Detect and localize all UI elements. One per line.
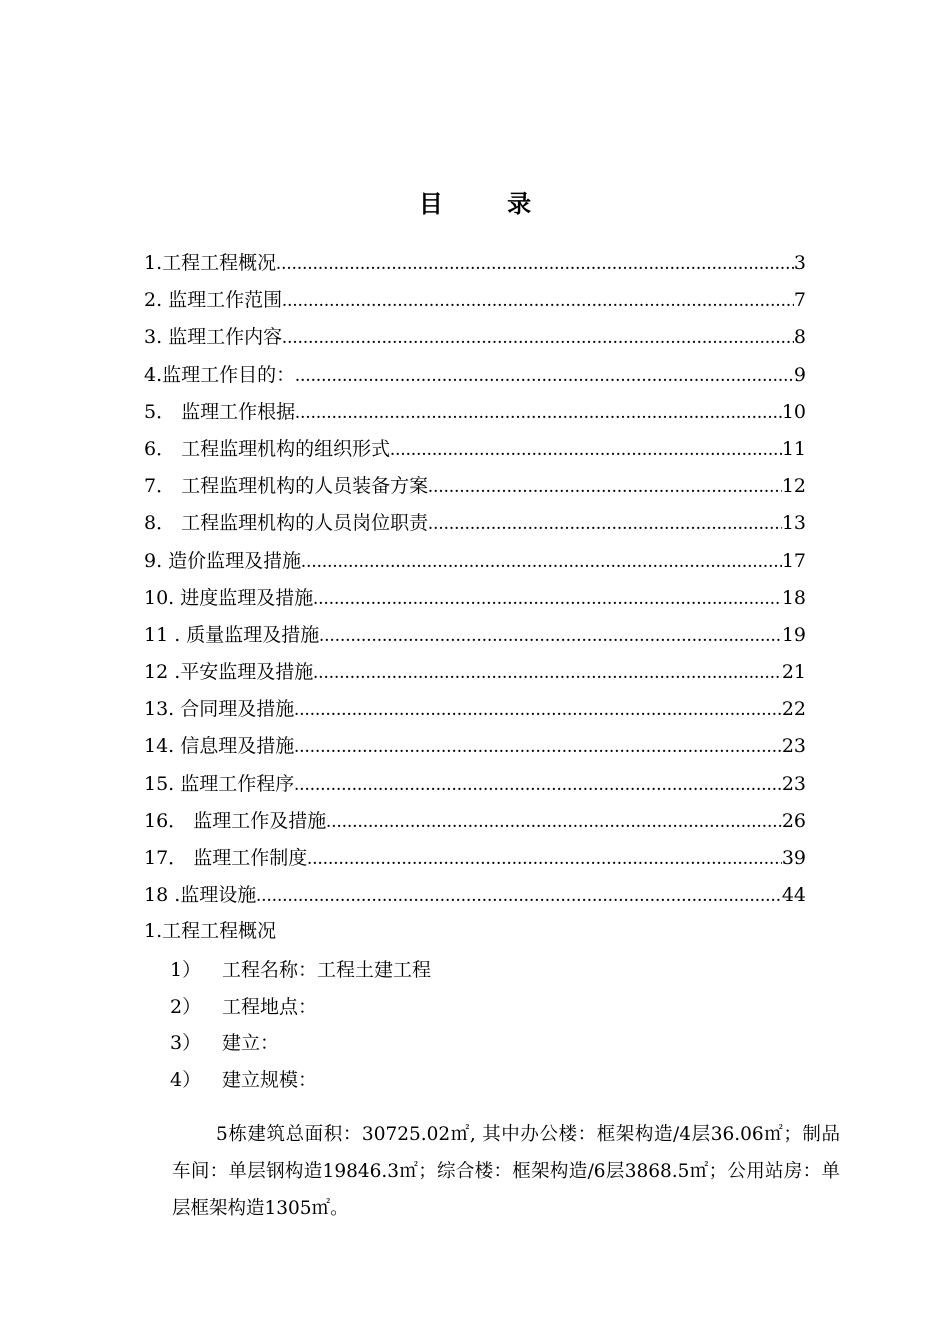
toc-entry[interactable]: [144, 843, 806, 880]
toc-leader-dots: [428, 472, 782, 502]
toc-entry-label: 17． 监理工作制度: [144, 847, 308, 869]
list-item: [170, 1028, 810, 1065]
toc-entry-label: 11 . 质量监理及措施: [144, 623, 320, 646]
toc-leader-dots: [295, 398, 782, 428]
toc-entry[interactable]: [144, 248, 806, 285]
toc-entry-page: 17: [781, 549, 806, 572]
toc-entry-label: 2. 监理工作范围: [144, 289, 283, 312]
toc-entry-page: 11: [781, 437, 806, 460]
list-item-text: 建立：: [222, 1032, 280, 1054]
toc-entry-page: 8: [793, 326, 806, 349]
toc-leader-dots: [294, 770, 782, 800]
toc-leader-dots: [295, 361, 794, 391]
toc-entry[interactable]: [144, 806, 806, 843]
toc-entry-label: 3. 监理工作内容: [144, 326, 283, 349]
toc-entry[interactable]: [144, 657, 806, 694]
toc-entry-label: 7． 工程监理机构的人员装备方案: [144, 475, 429, 498]
toc-leader-dots: [326, 807, 782, 837]
building-scale-paragraph: 5栋建筑总面积：30725.02㎡, 其中办公楼：框架构造/4层36.06㎡；制品车间：单层钢构造19846.3㎡；综合楼：框架构造/6层3868.5㎡；公用站房：单层框架构造1305㎡。: [172, 1123, 840, 1219]
toc-leader-dots: [256, 881, 782, 911]
list-item-text: 工程名称：工程土建工程: [222, 959, 432, 981]
toc-entry[interactable]: [144, 471, 806, 508]
table-of-contents: [144, 248, 806, 917]
toc-entry-label: 14. 信息理及措施: [144, 735, 295, 758]
toc-entry-page: 21: [781, 661, 806, 684]
toc-entry[interactable]: [144, 285, 806, 322]
toc-entry-page: 19: [781, 623, 806, 646]
toc-leader-dots: [282, 323, 794, 353]
list-item-number: 3）: [170, 1032, 202, 1054]
toc-entry-label: 9. 造价监理及措施: [144, 549, 302, 572]
toc-entry[interactable]: [144, 434, 806, 471]
toc-leader-dots: [294, 695, 782, 725]
toc-entry-page: 12: [781, 475, 806, 498]
toc-entry-page: 13: [781, 512, 806, 535]
project-detail-list: [170, 955, 810, 1101]
toc-entry-page: 18: [781, 586, 806, 609]
toc-entry-label: 12 .平安监理及措施: [144, 661, 314, 684]
toc-entry[interactable]: [144, 731, 806, 768]
toc-entry[interactable]: [144, 769, 806, 806]
toc-entry-label: 16． 监理工作及措施: [144, 809, 327, 832]
toc-leader-dots: [282, 286, 794, 316]
list-item-number: 4）: [170, 1068, 202, 1091]
list-item: [170, 1065, 810, 1102]
toc-entry-page: 10: [781, 400, 806, 423]
toc-entry[interactable]: [144, 360, 806, 397]
toc-entry-page: 39: [781, 847, 806, 869]
toc-entry-page: 23: [781, 735, 806, 758]
toc-leader-dots: [301, 547, 782, 577]
toc-entry[interactable]: [144, 880, 806, 917]
toc-leader-dots: [319, 621, 782, 651]
toc-entry[interactable]: [144, 397, 806, 434]
toc-entry-page: 9: [793, 363, 806, 386]
section-heading: 1.工程工程概况: [144, 920, 277, 942]
toc-leader-dots: [390, 435, 782, 465]
toc-entry[interactable]: [144, 508, 806, 545]
list-item-number: 2）: [170, 995, 202, 1018]
toc-entry-page: 23: [781, 772, 806, 795]
toc-leader-dots: [313, 584, 782, 614]
toc-entry-page: 22: [781, 698, 806, 721]
list-item-text: 工程地点：: [222, 995, 318, 1018]
toc-leader-dots: [428, 509, 782, 539]
toc-leader-dots: [294, 732, 782, 762]
toc-entry[interactable]: [144, 546, 806, 583]
toc-title: 目 录: [418, 189, 560, 218]
toc-entry-label: 10. 进度监理及措施: [144, 586, 314, 609]
toc-entry-label: 1.工程工程概况: [144, 252, 277, 274]
list-item-number: 1）: [170, 959, 202, 981]
toc-entry-label: 6． 工程监理机构的组织形式: [144, 437, 391, 460]
toc-leader-dots: [307, 844, 782, 874]
list-item: [170, 955, 810, 992]
toc-entry-label: 4.监理工作目的：: [144, 363, 296, 386]
toc-entry[interactable]: [144, 322, 806, 359]
toc-entry-label: 15. 监理工作程序: [144, 772, 295, 795]
toc-entry-page: 44: [781, 884, 806, 907]
toc-entry-page: 3: [793, 252, 806, 274]
list-item: [170, 992, 810, 1029]
toc-entry-page: 7: [793, 289, 806, 312]
toc-entry-label: 8． 工程监理机构的人员岗位职责: [144, 512, 429, 535]
toc-leader-dots: [313, 658, 782, 688]
toc-entry-label: 18 .监理设施: [144, 884, 257, 907]
toc-leader-dots: [276, 249, 794, 279]
list-item-text: 建立规模：: [222, 1068, 318, 1091]
toc-entry-label: 5． 监理工作根据: [144, 400, 296, 423]
toc-entry[interactable]: [144, 694, 806, 731]
toc-entry-label: 13. 合同理及措施: [144, 698, 295, 721]
toc-entry[interactable]: [144, 583, 806, 620]
toc-entry-page: 26: [781, 809, 806, 832]
toc-entry[interactable]: [144, 620, 806, 657]
